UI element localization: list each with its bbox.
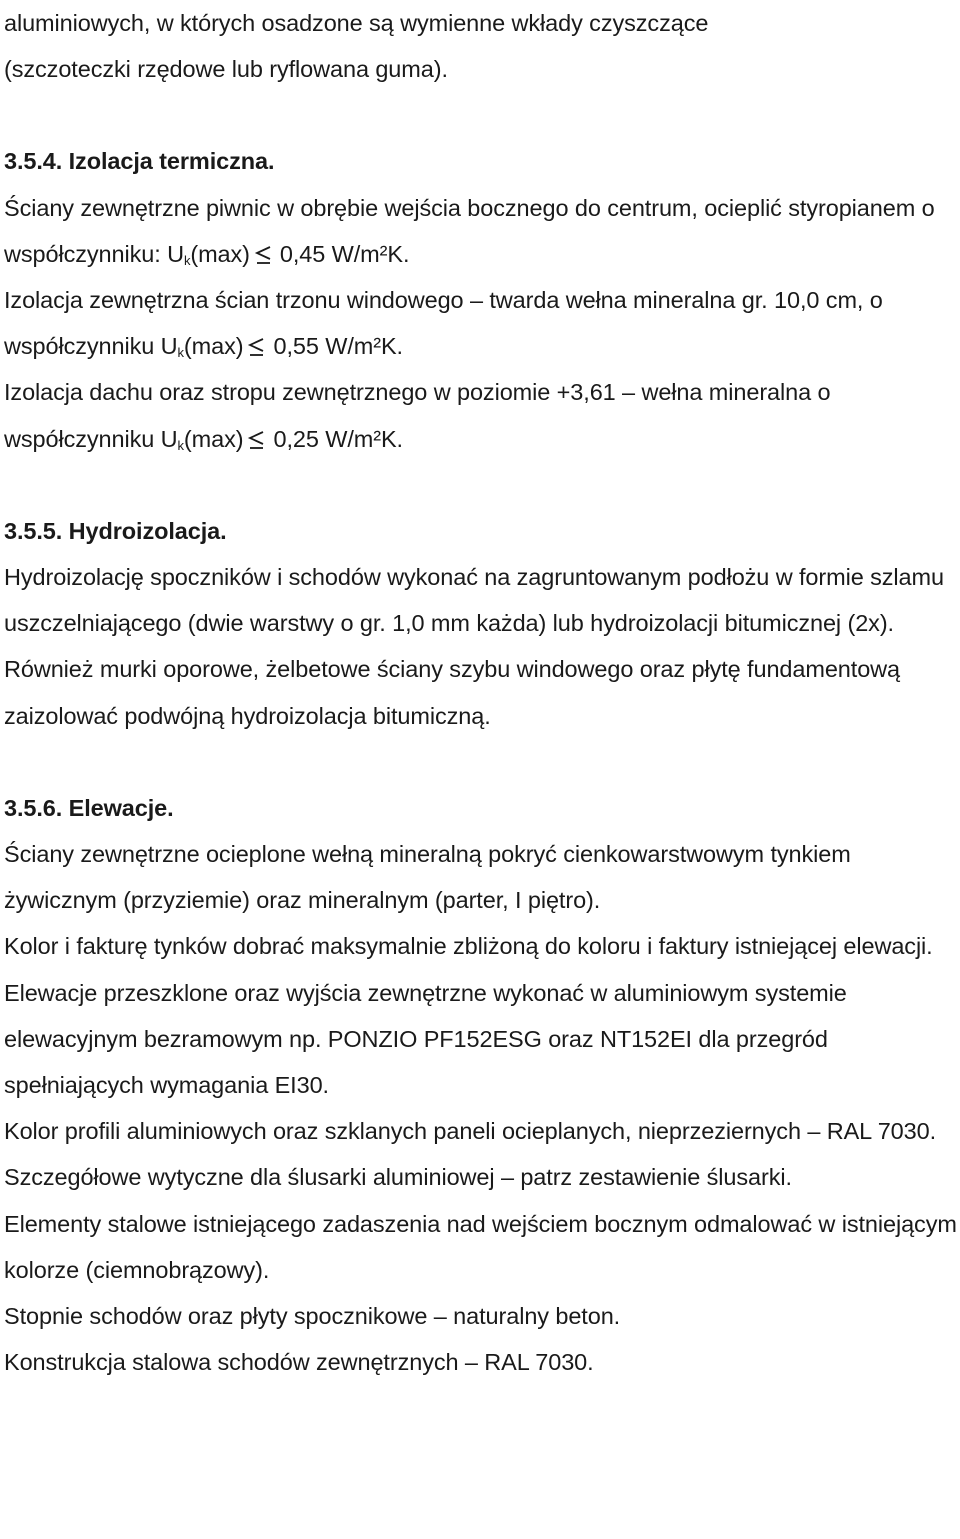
paragraph-text: Ściany zewnętrzne piwnic w obrębie wejścia bocznego do centrum, ocieplić styropianem o współczynniku: U: [4, 194, 935, 267]
thermal-insulation-basement-walls: [4, 185, 958, 277]
subscript-k: k: [177, 437, 184, 453]
facade-paragraph-6: Elementy stalowe istniejącego zadaszenia nad wejściem bocznym odmalować w istniejącym kolorze (ciemnobrązowy).: [4, 1210, 957, 1283]
paragraph-text: Izolacja dachu oraz stropu zewnętrznego w poziomie +3,61 – wełna mineralna o współczynniku U: [4, 379, 831, 452]
thermal-insulation-roof: [4, 369, 958, 461]
subscript-k: k: [183, 252, 191, 268]
facade-paragraph-3: Elewacje przeszklone oraz wyjścia zewnętrzne wykonać w aluminiowym systemie elewacyjnym bezramowym np. PONZIO PF152ESG oraz NT152EI dla przegród spełniających wymagania EI30.: [4, 979, 847, 1099]
section-heading-3-5-6: 3.5.6. Elewacje.: [4, 794, 174, 821]
less-or-equal-icon: [247, 430, 265, 450]
facade-paragraph-8: Konstrukcja stalowa schodów zewnętrznych – RAL 7030.: [4, 1349, 594, 1376]
subscript-k: k: [177, 345, 184, 361]
document-page: [4, 0, 958, 1385]
paragraph-text: (max): [183, 425, 244, 452]
less-or-equal-icon: [247, 337, 265, 357]
paragraph-text: 0,45 W/m²K.: [279, 240, 410, 267]
facade-paragraph-7: Stopnie schodów oraz płyty spocznikowe – naturalny beton.: [4, 1303, 621, 1330]
less-or-equal-icon: [254, 245, 272, 265]
paragraph-text: 0,55 W/m²K.: [273, 333, 403, 360]
intro-line-1: aluminiowych, w których osadzone są wymienne wkłady czyszczące: [4, 10, 709, 36]
paragraph-text: Izolacja zewnętrzna ścian trzonu windowego – twarda wełna mineralna gr. 10,0 cm, o współczynniku U: [4, 287, 883, 360]
intro-paragraph: [4, 0, 958, 92]
waterproofing-paragraph: Hydroizolację spoczników i schodów wykonać na zagruntowanym podłożu w formie szlamu uszczelniającego (dwie warstwy o gr. 1,0 mm każda) lub hydroizolacji bitumicznej (2x). Również murki oporowe, żelbetowe ściany szybu windowego oraz płytę fundamentową zaizolować podwójną hydroizolacja bitumiczną.: [4, 564, 944, 729]
section-heading-3-5-4: 3.5.4. Izolacja termiczna.: [4, 148, 275, 175]
facade-paragraph-2: Kolor i fakturę tynków dobrać maksymalnie zbliżoną do koloru i faktury istniejącej elewacji.: [4, 933, 933, 960]
facade-paragraph-4: Kolor profili aluminiowych oraz szklanych paneli ocieplanych, nieprzeziernych – RAL 7030.: [4, 1118, 937, 1145]
facade-paragraph-5: Szczegółowe wytyczne dla ślusarki aluminiowej – patrz zestawienie ślusarki.: [4, 1164, 792, 1191]
intro-line-2: (szczoteczki rzędowe lub ryflowana guma).: [4, 56, 448, 83]
paragraph-text: 0,25 W/m²K.: [273, 425, 403, 452]
section-heading-3-5-5: 3.5.5. Hydroizolacja.: [4, 517, 227, 544]
paragraph-text: (max): [183, 333, 244, 360]
paragraph-text: (max): [190, 240, 250, 267]
thermal-insulation-elevator-shaft: [4, 277, 958, 369]
facade-paragraph-1: Ściany zewnętrzne ocieplone wełną mineralną pokryć cienkowarstwowym tynkiem żywicznym (przyziemie) oraz mineralnym (parter, I piętro).: [4, 841, 851, 914]
